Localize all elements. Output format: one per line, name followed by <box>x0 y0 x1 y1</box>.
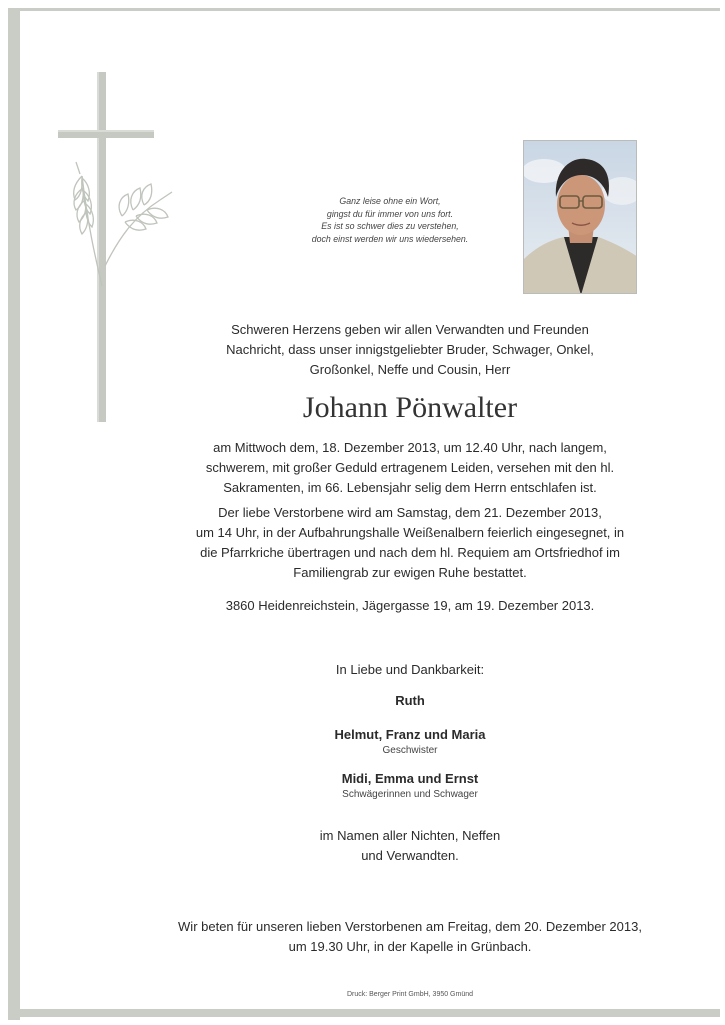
prayer-line: Wir beten für unseren lieben Verstorbenen am Freitag, dem 20. Dezember 2013, <box>178 919 642 934</box>
death-paragraph <box>140 438 680 498</box>
intro-line: Großonkel, Neffe und Cousin, Herr <box>309 362 511 377</box>
poem-line: gingst du für immer von uns fort. <box>326 208 454 219</box>
mourner-inlaws <box>140 770 680 801</box>
place-and-date: 3860 Heidenreichstein, Jägergasse 19, am 19. Dezember 2013. <box>225 598 595 613</box>
poem-line: doch einst werden wir uns wiedersehen. <box>311 233 469 244</box>
intro-line: Nachricht, dass unser innigstgeliebter Bruder, Schwager, Onkel, <box>226 342 594 357</box>
mourner-name: Midi, Emma und Ernst <box>341 771 479 786</box>
funeral-line: Der liebe Verstorbene wird am Samstag, dem 21. Dezember 2013, <box>218 505 602 520</box>
death-line: am Mittwoch dem, 18. Dezember 2013, um 12.40 Uhr, nach langem, <box>213 440 607 455</box>
memorial-poem <box>280 195 500 245</box>
prayer-notice <box>110 917 710 957</box>
printer-credit: Druck: Berger Print GmbH, 3950 Gmünd <box>346 991 474 998</box>
thanks-line: In Liebe und Dankbarkeit: <box>335 662 485 677</box>
mourner-relation: Geschwister <box>382 745 438 756</box>
mourner-name: Ruth <box>395 693 425 708</box>
funeral-line: um 14 Uhr, in der Aufbahrungshalle Weißenalbern feierlich eingesegnet, in <box>195 525 625 540</box>
death-line: Sakramenten, im 66. Lebensjahr selig dem Herrn entschlafen ist. <box>223 480 597 495</box>
behalf-line: im Namen aller Nichten, Neffen <box>319 828 501 843</box>
death-line: schwerem, mit großer Geduld ertragenem Leiden, versehen mit den hl. <box>205 460 615 475</box>
portrait-illustration <box>524 141 637 294</box>
behalf-paragraph <box>140 826 680 866</box>
intro-paragraph <box>140 320 680 380</box>
prayer-line: um 19.30 Uhr, in der Kapelle in Grünbach. <box>288 939 532 954</box>
mourner-ruth <box>140 692 680 710</box>
deceased-name: Johann Pönwalter <box>302 391 518 424</box>
portrait-photo <box>523 140 637 294</box>
poem-line: Es ist so schwer dies zu verstehen, <box>321 221 459 232</box>
poem-line: Ganz leise ohne ein Wort, <box>339 196 441 206</box>
funeral-paragraph <box>140 503 680 583</box>
funeral-line: Familiengrab zur ewigen Ruhe bestattet. <box>293 565 527 580</box>
frame-top-border <box>8 8 720 11</box>
frame-left-border <box>8 8 20 1020</box>
behalf-line: und Verwandten. <box>361 848 459 863</box>
frame-bottom-border <box>8 1009 720 1017</box>
mourner-name: Helmut, Franz und Maria <box>334 727 486 742</box>
funeral-line: die Pfarrkriche übertragen und nach dem hl. Requiem am Ortsfriedhof im <box>200 545 620 560</box>
mourner-siblings <box>140 726 680 757</box>
mourner-relation: Schwägerinnen und Schwager <box>342 789 478 800</box>
intro-line: Schweren Herzens geben wir allen Verwandten und Freunden <box>231 322 589 337</box>
